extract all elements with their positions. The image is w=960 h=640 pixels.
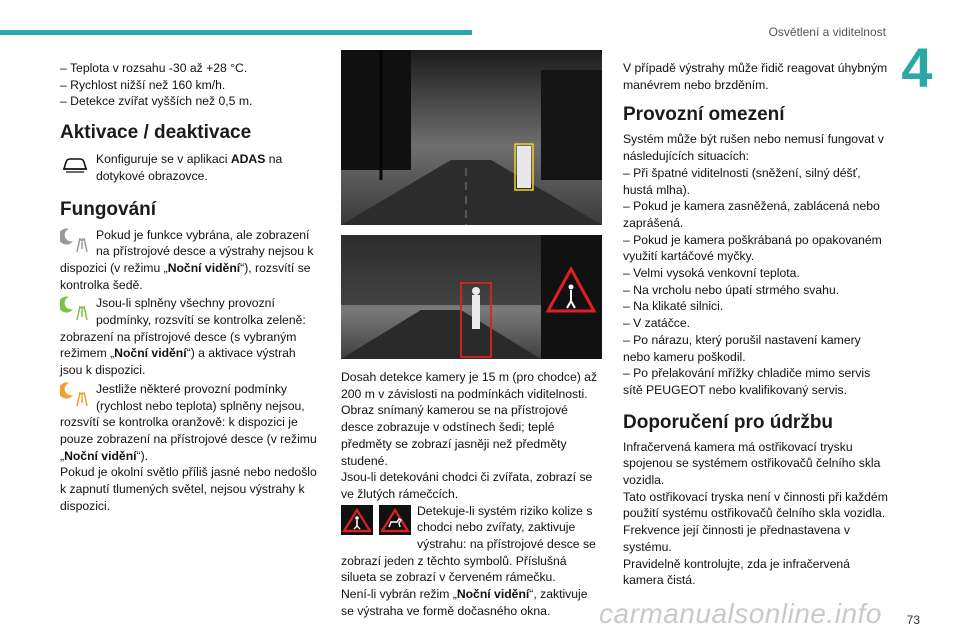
thermal-camera-image-yellow bbox=[341, 50, 602, 225]
limit-item: – Po nárazu, který porušil nastavení kamery nebo kameru poškodil. bbox=[623, 332, 861, 364]
limit-item: – V zatáčce. bbox=[623, 316, 691, 331]
maintenance-text-2: Tato ostřikovací tryska není v činnosti při každém použití systému ostřikovačů čelního skla vozidla. Frekvence její činnosti je přednastavena v systému. bbox=[623, 489, 888, 554]
list-item: – Rychlost nižší než 160 km/h. bbox=[60, 77, 226, 92]
column-2 bbox=[341, 50, 602, 620]
function-light-text: Pokud je okolní světlo příliš jasné nebo nedošlo k zapnutí tlumených světel, nejsou výstrahy k dispozici. bbox=[60, 465, 317, 513]
limit-item: – Po přelakování mřížky chladiče mimo servis sítě PEUGEOT nebo kvalifikovaný servis. bbox=[623, 366, 871, 397]
limits-intro: Systém může být rušen nebo nemusí fungovat v následujících situacích: bbox=[623, 132, 884, 164]
night-vision-orange-icon bbox=[60, 381, 90, 407]
header-accent-bar bbox=[0, 30, 472, 35]
heading-limits: Provozní omezení bbox=[623, 104, 785, 126]
maintenance-text-1: Infračervená kamera má ostřikovací trysku spojenou se systémem ostřikovačů čelního skla vozidla. bbox=[623, 439, 881, 488]
section-title: Osvětlení a viditelnost bbox=[768, 25, 886, 39]
limit-item: – Pokud je kamera poškrábaná po opakovaném využití kartáčové myčky. bbox=[623, 232, 882, 264]
greyscale-text: Obraz snímaný kamerou se na přístrojové desce zobrazuje v odstínech šedi; teplé předměty se zobrazí jasněji než předměty studené. bbox=[341, 403, 568, 468]
function-grey-block bbox=[60, 227, 320, 294]
activation-text: Konfiguruje se v aplikaci ADAS na dotykové obrazovce. bbox=[96, 152, 283, 183]
thermal-camera-image-red bbox=[341, 235, 602, 359]
maintenance-text-3: Pravidelně kontrolujte, zda je infračervená kamera čistá. bbox=[623, 556, 850, 588]
list-item: – Teplota v rozsahu -30 až +28 °C. bbox=[60, 61, 248, 75]
heading-maintenance: Doporučení pro údržbu bbox=[623, 411, 834, 433]
watermark: carmanualsonline.info bbox=[599, 598, 882, 629]
detection-range-text: Dosah detekce kamery je 15 m (pro chodce) až 200 m v závislosti na podmínkách viditelnosti. bbox=[341, 370, 598, 401]
yellow-frame-text: Jsou-li detekováni chodci či zvířata, zobrazí se ve žlutých rámečcích. bbox=[341, 470, 593, 501]
column-2-text bbox=[341, 369, 602, 620]
driver-reaction-text: V případě výstrahy může řidič reagovat úhybným manévrem nebo brzděním. bbox=[623, 61, 888, 92]
function-green-block bbox=[60, 295, 320, 379]
limit-item: – Na vrcholu nebo úpatí strmého svahu. bbox=[623, 282, 840, 297]
limit-item: – Velmi vysoká venkovní teplota. bbox=[623, 266, 800, 281]
temporary-window-text: Není-li vybrán režim „Noční vidění“, zaktivuje se výstraha ve formě dočasného okna. bbox=[341, 587, 588, 618]
chapter-number: 4 bbox=[901, 36, 933, 99]
warning-symbols-block bbox=[341, 503, 602, 587]
function-orange-block bbox=[60, 381, 320, 465]
function-green-text: Jsou-li splněny všechny provozní podmínky, rozsvítí se kontrolka zeleně: zobrazení na přístrojové desce (s vybraným režimem „Noční vidění“) a aktivace výstrah jsou k dispozici. bbox=[60, 296, 306, 378]
pedestrian-warning-icon bbox=[341, 505, 411, 540]
column-3 bbox=[623, 60, 888, 589]
car-adas-icon bbox=[60, 151, 90, 177]
limit-item: – Pokud je kamera zasněžená, zablácená nebo zaprášená. bbox=[623, 199, 880, 230]
limit-item: – Na klikaté silnici. bbox=[623, 299, 724, 314]
function-orange-text: Jestliže některé provozní podmínky (rychlost nebo teplota) splněny nejsou, rozsvítí se kontrolka oranžově: k dispozici je pouze zobrazení na přístrojové desce (v režimu „Noční vidění“). bbox=[60, 381, 317, 463]
activation-block bbox=[60, 151, 320, 184]
collision-warning-text: Detekuje-li systém riziko kolize s chodci nebo zvířaty, zaktivuje výstrahu: na přístrojové desce se zobrazí jeden z těchto symbolů. Příslušná silueta se zobrazí v červeném rámečku. bbox=[341, 503, 596, 585]
heading-function: Fungování bbox=[60, 198, 157, 220]
night-vision-grey-icon bbox=[60, 227, 90, 253]
column-1 bbox=[60, 60, 320, 514]
night-vision-green-icon bbox=[60, 295, 90, 321]
heading-activation: Aktivace / deaktivace bbox=[60, 122, 252, 144]
page-number: 73 bbox=[906, 613, 920, 627]
limit-item: – Při špatné viditelnosti (sněžení, silný déšť, hustá mlha). bbox=[623, 165, 861, 197]
list-item: – Detekce zvířat vyšších než 0,5 m. bbox=[60, 94, 253, 109]
function-grey-text: Pokud je funkce vybrána, ale zobrazení na přístrojové desce a výstrahy nejsou k dispozici (v režimu „Noční vidění“), rozsvítí se kontrolka šedě. bbox=[60, 227, 314, 292]
